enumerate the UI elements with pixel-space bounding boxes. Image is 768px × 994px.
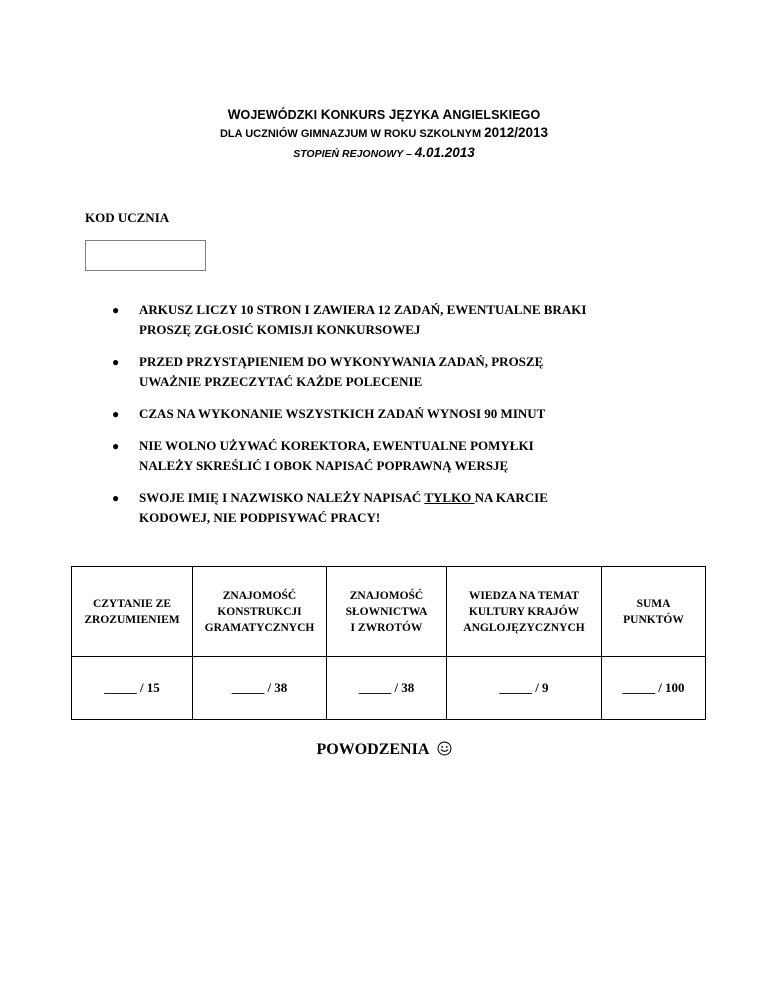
bullet-icon: ● xyxy=(112,439,120,453)
column-header-reading: CZYTANIE ZE ZROZUMIENIEM xyxy=(72,567,193,657)
rule-line: CZAS NA WYKONANIE WSZYSTKICH ZADAŃ WYNOSI 90 MINUT xyxy=(139,406,546,421)
good-luck-message xyxy=(0,741,768,759)
bullet-icon: ● xyxy=(112,355,120,369)
smiley-icon xyxy=(437,741,452,756)
student-code-label: KOD UCZNIA xyxy=(85,210,170,225)
rule-line: NALEŻY SKREŚLIĆ I OBOK NAPISAĆ POPRAWNĄ WERSJĘ xyxy=(139,458,509,473)
score-cell-vocabulary[interactable]: _____ / 38 xyxy=(327,657,447,720)
title-part: A xyxy=(442,107,453,122)
rule-line: PRZED PRZYSTĄPIENIEM DO WYKONYWANIA ZADAŃ, PROSZĘ xyxy=(139,354,544,369)
competition-title xyxy=(0,108,768,122)
title-part: ĘZYKA xyxy=(396,108,443,122)
rule-line: NA KARCIE xyxy=(474,490,548,505)
bullet-icon: ● xyxy=(112,407,120,421)
title-part: K xyxy=(320,107,331,122)
score-table xyxy=(71,566,706,720)
list-item xyxy=(110,300,700,340)
title-part: OJEWÓDZKI xyxy=(240,108,321,122)
column-header-total: SUMA PUNKTÓW xyxy=(602,567,706,657)
list-item xyxy=(110,436,700,476)
rule-line: PROSZĘ ZGŁOSIĆ KOMISJI KONKURSOWEJ xyxy=(139,322,421,337)
column-header-vocabulary: ZNAJOMOŚĆ SŁOWNICTWA I ZWROTÓW xyxy=(327,567,447,657)
title-part: W xyxy=(227,107,241,122)
list-item xyxy=(110,352,700,392)
score-table-header-row xyxy=(72,567,706,657)
score-cell-culture[interactable]: _____ / 9 xyxy=(447,657,602,720)
title-part: J xyxy=(388,107,397,122)
competition-stage xyxy=(0,146,768,160)
rule-emphasis: TYLKO xyxy=(424,490,475,505)
list-item xyxy=(110,488,700,528)
bullet-icon: ● xyxy=(112,491,120,505)
score-cell-reading[interactable]: _____ / 15 xyxy=(72,657,193,720)
score-cell-grammar[interactable]: _____ / 38 xyxy=(193,657,327,720)
rule-line: SWOJE IMIĘ I NAZWISKO NALEŻY NAPISAĆ xyxy=(139,490,425,505)
column-header-culture: WIEDZA NA TEMAT KULTURY KRAJÓW ANGLOJĘZYCZNYCH xyxy=(447,567,602,657)
column-header-grammar: ZNAJOMOŚĆ KONSTRUKCJI GRAMATYCZNYCH xyxy=(193,567,327,657)
bullet-icon: ● xyxy=(112,303,120,317)
student-code-field[interactable] xyxy=(85,240,206,271)
school-year: 2012/2013 xyxy=(484,125,548,140)
instructions-list xyxy=(110,300,700,540)
rule-line: NIE WOLNO UŻYWAĆ KOREKTORA, EWENTUALNE POMYŁKI xyxy=(139,438,534,453)
score-cell-total[interactable]: _____ / 100 xyxy=(602,657,706,720)
rule-line: UWAŻNIE PRZECZYTAĆ KAŻDE POLECENIE xyxy=(139,374,423,389)
rule-line: KODOWEJ, NIE PODPISYWAĆ PRACY! xyxy=(139,510,381,525)
stage-text: STOPIEŃ REJONOWY – xyxy=(293,148,415,160)
title-part: NGIELSKIEGO xyxy=(452,108,541,122)
rule-line: ARKUSZ LICZY 10 STRON I ZAWIERA 12 ZADAŃ, EWENTUALNE BRAKI xyxy=(139,302,587,317)
competition-subtitle xyxy=(0,126,768,140)
good-luck-text: POWODZENIA xyxy=(316,741,429,758)
title-part: ONKURS xyxy=(330,108,389,122)
subtitle-text: DLA UCZNIÓW GIMNAZJUM W ROKU SZKOLNYM xyxy=(219,128,485,140)
stage-date: 4.01.2013 xyxy=(414,145,475,160)
score-table-values-row xyxy=(72,657,706,720)
list-item xyxy=(110,404,700,424)
